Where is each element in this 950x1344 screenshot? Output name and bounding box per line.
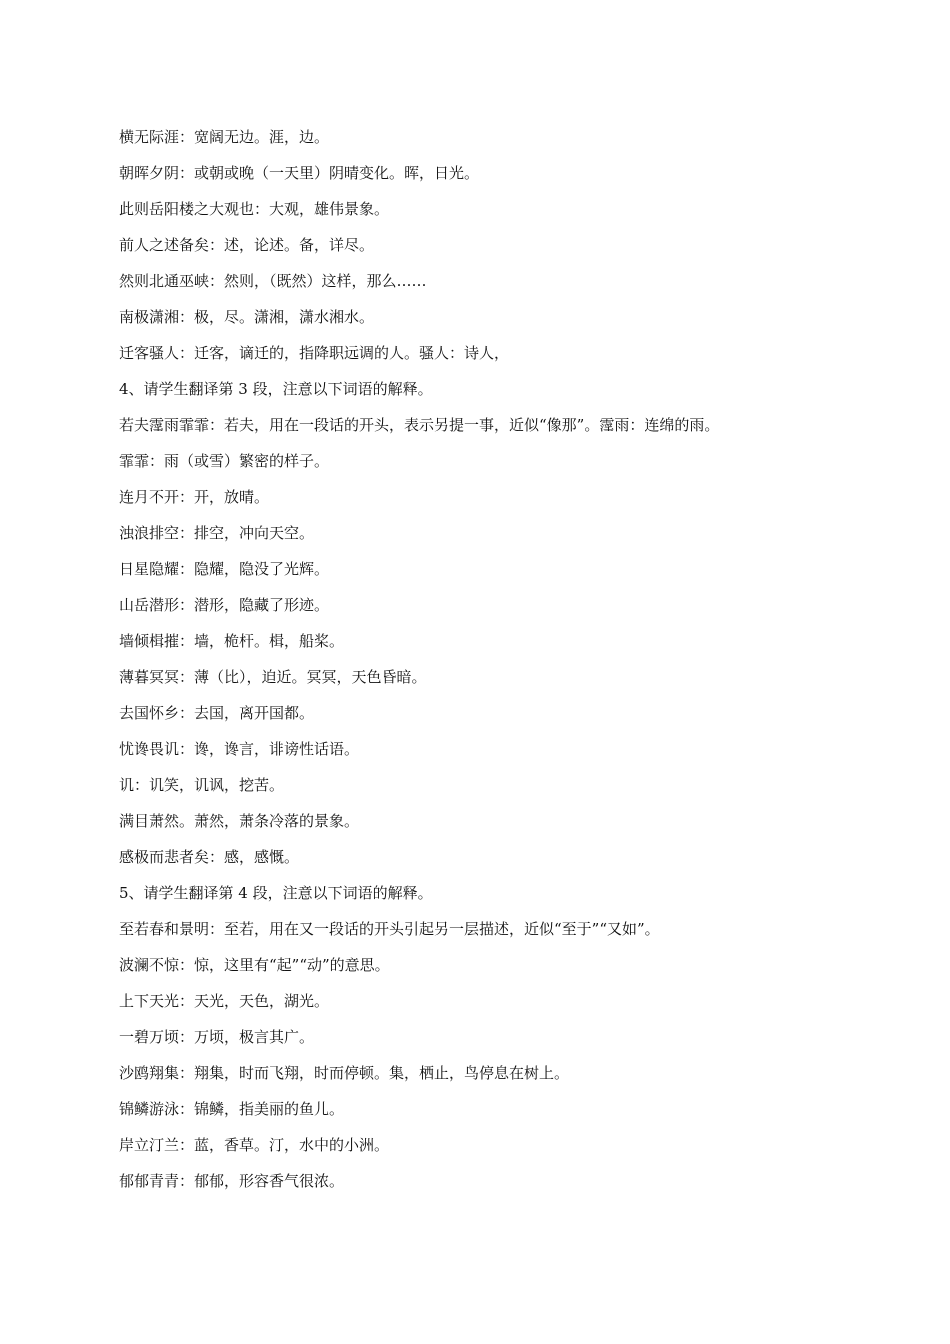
text-line: 浊浪排空：排空，冲向天空。 <box>119 524 315 542</box>
text-line: 南极潇湘：极，尽。潇湘，潇水湘水。 <box>119 308 375 326</box>
text-line: 锦鳞游泳：锦鳞，指美丽的鱼儿。 <box>119 1100 345 1118</box>
text-line: 感极而悲者矣：感，感慨。 <box>119 848 300 866</box>
text-line: 霏霏：雨（或雪）繁密的样子。 <box>119 452 330 470</box>
text-line: 沙鸥翔集：翔集，时而飞翔，时而停顿。集，栖止，鸟停息在树上。 <box>119 1064 570 1082</box>
text-line: 波澜不惊：惊，这里有“起”“动”的意思。 <box>119 956 390 974</box>
text-line: 郁郁青青：郁郁，形容香气很浓。 <box>119 1172 345 1190</box>
text-line: 忧谗畏讥：谗，谗言，诽谤性话语。 <box>119 740 360 758</box>
text-line: 朝晖夕阴：或朝或晚（一天里）阴晴变化。晖，日光。 <box>119 164 480 182</box>
text-line: 山岳潜形：潜形，隐藏了形迹。 <box>119 596 330 614</box>
text-line: 然则北通巫峡：然则，（既然）这样，那么…… <box>119 272 427 290</box>
text-line: 讥：讥笑，讥讽，挖苦。 <box>119 776 285 794</box>
text-line: 墙倾楫摧：墙，桅杆。楫，船桨。 <box>119 632 345 650</box>
text-line: 前人之述备矣：述，论述。备，详尽。 <box>119 236 375 254</box>
text-line: 岸立汀兰：蓝，香草。汀，水中的小洲。 <box>119 1136 390 1154</box>
text-line: 至若春和景明：至若，用在又一段话的开头引起另一层描述，近似“至于”“又如”。 <box>119 920 660 938</box>
section-heading: 4、请学生翻译第 3 段，注意以下词语的解释。 <box>119 380 433 398</box>
text-line: 此则岳阳楼之大观也：大观，雄伟景象。 <box>119 200 390 218</box>
text-line: 薄暮冥冥：薄（比），迫近。冥冥，天色昏暗。 <box>119 668 427 686</box>
text-line: 一碧万顷：万顷，极言其广。 <box>119 1028 315 1046</box>
text-line: 横无际涯：宽阔无边。涯，边。 <box>119 128 330 146</box>
text-line: 若夫霪雨霏霏：若夫，用在一段话的开头，表示另提一事，近似“像那”。霪雨：连绵的雨。 <box>119 416 720 434</box>
text-line: 迁客骚人：迁客，谪迁的，指降职远调的人。骚人：诗人， <box>119 344 510 362</box>
text-line: 上下天光：天光，天色，湖光。 <box>119 992 330 1010</box>
section-heading: 5、请学生翻译第 4 段，注意以下词语的解释。 <box>119 884 433 902</box>
text-lines <box>119 125 909 1205</box>
text-line: 连月不开：开，放晴。 <box>119 488 270 506</box>
text-line: 日星隐耀：隐耀，隐没了光辉。 <box>119 560 330 578</box>
text-line: 去国怀乡：去国，离开国都。 <box>119 704 315 722</box>
text-line: 满目萧然。萧然，萧条冷落的景象。 <box>119 812 360 830</box>
